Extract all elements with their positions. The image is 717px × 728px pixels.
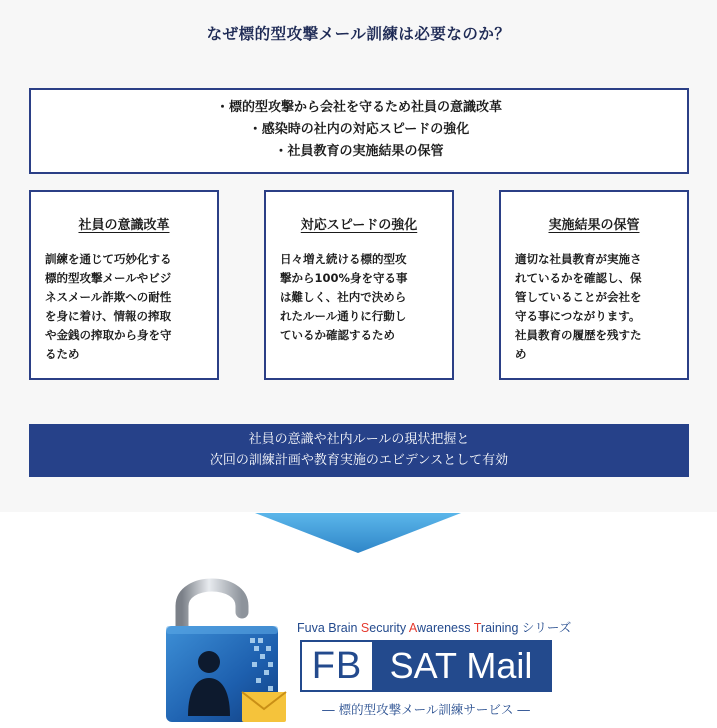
open-padlock-icon [160, 568, 295, 728]
card-line: れているかを確認し、保 [515, 271, 642, 285]
card-line: や金銭の搾取から身を守 [45, 328, 172, 342]
card-line: 管していることが会社を [515, 290, 642, 304]
service-tagline: ― 標的型攻撃メール訓練サービス ― [322, 702, 530, 717]
card-body [45, 250, 209, 364]
page-title: なぜ標的型攻撃メール訓練は必要なのか？ [206, 25, 511, 43]
card-line: 社員教育の履歴を残すた [515, 328, 642, 342]
card-line: は難しく、社内で決めら [280, 290, 407, 304]
card-line: 日々増え続ける標的型攻 [280, 252, 407, 266]
card-title: 社員の意識改革 [78, 218, 170, 233]
goal-item: ・感染時の社内の対応スピードの強化 [248, 122, 470, 137]
down-arrow-icon [255, 513, 461, 553]
goals-box [29, 88, 689, 174]
card-line: 撃から100%身を守る事 [280, 271, 408, 285]
card-body [280, 250, 444, 345]
logo-wordmark [300, 640, 552, 692]
product-logo [160, 560, 572, 728]
card-line: を身に着け、情報の搾取 [45, 309, 172, 323]
goal-item: ・標的型攻撃から会社を守るため社員の意識改革 [215, 100, 502, 115]
logo-sat-mail-text: SAT Mail [372, 642, 550, 690]
card-body [515, 250, 679, 364]
card-line: 訓練を通じて巧妙化する [45, 252, 172, 266]
banner-line: 社員の意識や社内ルールの現状把握と [248, 432, 470, 447]
goal-item: ・社員教育の実施結果の保管 [274, 144, 444, 159]
card-line: るため [45, 347, 80, 361]
card-line: 適切な社員教育が実施さ [515, 252, 642, 266]
summary-banner [29, 424, 689, 477]
card-awareness [29, 190, 219, 380]
card-line: 標的型攻撃メールやビジ [45, 271, 172, 285]
card-line: め [515, 347, 527, 361]
card-line: ネスメール詐欺への耐性 [45, 290, 172, 304]
logo-fb-text: FB [311, 645, 363, 687]
card-line: ているか確認するため [280, 328, 395, 342]
card-line: れたルール通りに行動し [280, 309, 407, 323]
banner-line: 次回の訓練計画や教育実施のエビデンスとして有効 [209, 453, 509, 468]
card-title: 実施結果の保管 [548, 218, 640, 233]
card-title: 対応スピードの強化 [300, 218, 418, 233]
card-record-keeping [499, 190, 689, 380]
series-name: Fuva Brain Security Awareness Training シリーズ [297, 621, 572, 635]
card-line: 守る事につながります。 [515, 309, 641, 323]
card-response-speed [264, 190, 454, 380]
